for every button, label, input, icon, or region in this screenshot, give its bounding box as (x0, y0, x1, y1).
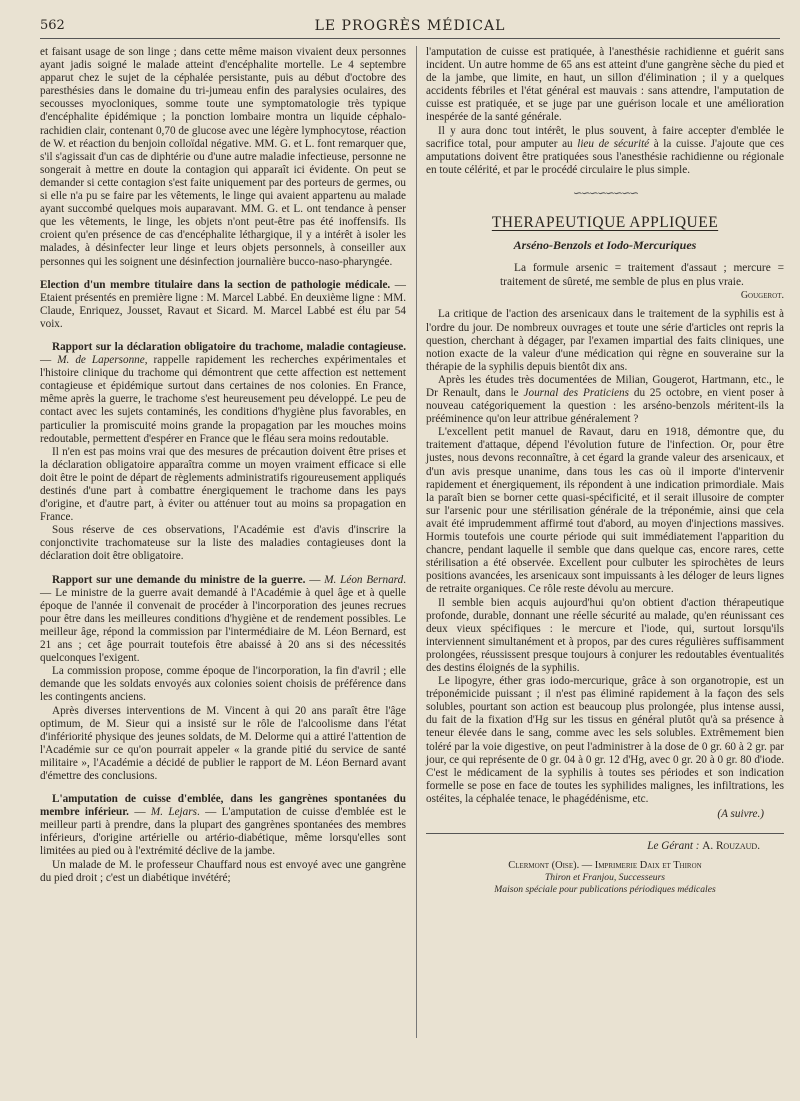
author-name: M. Léon Bernard (324, 573, 404, 586)
left-column (40, 46, 406, 885)
paragraph: Un malade de M. le professeur Chauffard nous est envoyé avec une gangrène du pied droit ; c'est un diabétique invétéré; (40, 858, 406, 884)
paragraph: Il n'en est pas moins vrai que des mesures de précaution doivent être prises et la déclaration obligatoire apparaîtra comme un moyen vraiment efficace si elle doit être le point de départ de règlements administratifs rigoureusement appliqués destinés d'une part à combattre énergiquement le trachome dans les pays d'origine, et d'autre part, à éviter ou atténuer tout au moins sa propagation en France. (40, 445, 406, 524)
paragraph: Sous réserve de ces observations, l'Académie est d'avis d'inscrire la conjonctivite trachomateuse sur la liste des maladies contagieuses dont la déclaration doit être obligatoire. (40, 524, 406, 563)
right-column (426, 46, 784, 896)
journal-title: LE PROGRÈS MÉDICAL (314, 18, 506, 34)
section-election (40, 279, 406, 331)
emphasis: lieu de sécurité (577, 137, 650, 150)
paragraph: et faisant usage de son linge ; dans cette même maison vivaient deux personnes ayant jadis soigné le malade atteint d'encéphalite mortelle. Le 4 septembre apparut chez le sujet de la céphalée persistante, puis au début d'octobre des paresthésies dans le domaine du tri-jumeau enfin des paralysies oculaires, des secousses myocloniques, somme toute une symptomatologie très typique d'encéphalite épidémique ; la ponction lombaire montra un liquide céphalo-rachidien clair, contenant 0,70 de glucose avec une légère lymphocytose, réaction de W. et réaction du benjoin colloïdal négative. MM. G. et L. font remarquer que, s'il s'agissait d'un cas de diphtérie ou d'une autre maladie infectieuse, personne ne songerait à mettre en doute la contagion qui apparaît ici évidente. On peut se demander si cette contagion s'est faite uniquement par des porteurs de germes, ou si elle n'a pu se faire par les vêtements, le linge qui avaient appartenu au malade ayant succombé quelques mois auparavant. MM. G. et L. ont tendance à penser que les vêtements, le linge, les objets n'ont peut-être pas été inoffensifs. Ils croient qu'en présence de cas d'encéphalite léthargique, il y a intérêt à isoler les malades, à désinfecter leur linge et leurs objets personnels, à conseiller aux personnes qui les soignent une désinfection journalière bucco-naso-pharyngée. (40, 46, 406, 268)
author-name: M. Lejars (150, 806, 197, 819)
emphasis: Journal des Praticiens (523, 387, 629, 399)
section-heading: Rapport sur la déclaration obligatoire du trachome, maladie contagieuse. (52, 340, 406, 353)
epigraph (500, 262, 784, 302)
epigraph-text: La formule arsenic = traitement d'assaut ; mercure = traitement de sûreté, me semble de plus en plus vraie. (500, 262, 784, 288)
paragraph: l'amputation de cuisse est pratiquée, à l'anesthésie rachidienne et guérit sans incident. Un autre homme de 65 ans est atteint d'une gangrène sèche du pied et de la jambe, que limite, en haut, un sillon d'élimination ; il y a quelques accidents fébriles et l'état général est mauvais : sans attendre, l'amputation de cuisse est pratiquée, et se juge par une guérison locale et une amélioration inespérée de la santé générale. (426, 46, 784, 124)
section-body: , rappelle rapidement les recherches expérimentales et l'histoire clinique du trachome qui démontrent que cette affection est nettement contagieuse et épidémique surtout dans certaines de nos colonies. En France, même après la guerre, le trachome s'est heureusement peu développé. Le peu de contact avec les sujets contaminés, les conditions d'hygiène plus favorables, en particulier la promiscuité moins grande la propagation par les mouches moins redoutable, permettent d'espérer en France que le fléau sera moins redoutable. (40, 354, 406, 445)
author-name: M. de Lapersonne (57, 354, 145, 367)
to-be-continued: (A suivre.) (717, 808, 764, 820)
wavy-divider: ∽∽∽∽∽∽∽∽ (572, 185, 638, 200)
paragraph: Il semble bien acquis aujourd'hui qu'on obtient d'action thérapeutique profonde, durable, donnant une réelle sécurité au malade, qu'en réunissant ces deux vieux spécifiques : le mercure et l'iode, qui, surtout lorsqu'ils interviennent simultanément et à propos, par des cures régulières suffisamment prolongées, réussissent presque toujours à conjurer les redoutables éventualités des destins éloignés de la syphilis. (426, 596, 784, 674)
gerant-label: Le Gérant : (647, 840, 703, 853)
paragraph: Après diverses interventions de M. Vincent à qui 20 ans paraît être l'âge optimum, de M. Sieur qui a insisté sur le rôle de l'alcoolisme dans l'état d'infériorité physique des jeunes soldats, de M. Delorme qui a attiré l'attention de l'Académie sur ce qu'on pourrait appeler « la grande pitié du service de santé militaire », l'Académie a décidé de publier le rapport de M. Léon Bernard avant d'émettre des conclusions. (40, 704, 406, 782)
section-title: THERAPEUTIQUE APPLIQUEE (491, 214, 719, 232)
section-heading: Election d'un membre titulaire dans la section de pathologie médicale. (40, 278, 391, 291)
footer-rule (426, 833, 784, 834)
printer-line: Clermont (Oise). — Imprimerie Daix et Thiron (508, 860, 702, 872)
section-heading: Rapport sur une demande du ministre de la guerre. (52, 573, 306, 586)
text-run: Après les études très documentées de Milian, Gougerot, Hartmann, etc., le Dr Renault, dans le (426, 373, 784, 399)
section-heading: L'amputation de cuisse d'emblée, dans les gangrènes spontanées du membre inférieur. (40, 793, 406, 819)
page-number: 562 (40, 18, 65, 33)
column-divider (416, 46, 417, 1038)
paragraph (426, 374, 784, 426)
epigraph-attribution: Gougerot. (740, 290, 784, 302)
section-body: — Etaient présentés en première ligne : M. Marcel Labbé. En deuxième ligne : MM. Claude, Enriquez, Jousset, Ravaut et Sicard. M. Marcel Labbé est élu par 54 voix. (40, 278, 406, 330)
text-run: à la cuisse. J'ajoute que ces amputations doivent être pratiquées sous l'anesthésie rachidienne ou régionale en toute célérité, et par le procédé circulaire le plus simple. (426, 137, 784, 176)
paragraph: L'excellent petit manuel de Ravaut, daru en 1918, démontre que, du traitement d'attaque, dépend l'évolution future de l'infection. Or, pour être justes, nous devons reconnaître, à cet égard la grande valeur des arsenicaux, et d'un avis presque unanime, dans tous les cas où il importe d'intervenir rapidement et énergiquement, ils répondent à une indication primordiale. Mais la paraît bien se borner cette quasi-spécificité, et il serait illusoire de compter sur l'arsenic pour une stérilisation générale de la tréponémie, ainsi que cela avait été imprudemment affirmé tout d'abord, au moyen d'injections massives. Hormis toutefois une courte période qui suit immédiatement l'apparition du chancre, pendant laquelle il semble que dans quelque cas, encore rares, cette stérilisation a été observée. Excellent pour culbuter les spirochètes de leurs positions avancées, les arsenicaux sont impuissants à les déloger de leurs lignes de retraite organiques. Ce rôle reste dévolu au mercure. (426, 426, 784, 596)
section-body: . — L'amputation de cuisse d'emblée est le meilleur parti à prendre, dans la plupart des gangrènes spontanées des membres inférieurs, d'origine artérielle ou artério-diabétique, même lorsqu'elles sont limitées au pied ou à l'extrémité déclive de la jambe. (40, 806, 407, 858)
gerant-name: A. Rouzaud. (702, 840, 760, 853)
paragraph: La critique de l'action des arsenicaux dans le traitement de la syphilis est à l'ordre du jour. De nombreux ouvrages et toute une série d'articles ont repris la question, cherchant à dégager, par l'examen impartial des faits cliniques, une notion exacte de la valeur d'une médication qui règne en souveraine sur la thérapie de la syphilis depuis bientôt dix ans. (426, 308, 784, 373)
printer-successors: Thiron et Franjou, Successeurs (544, 872, 666, 884)
printer-specialty: Maison spéciale pour publications périodiques médicales (494, 884, 716, 896)
gerant-line (426, 840, 784, 853)
article-title: Arséno-Benzols et Iodo-Mercuriques (513, 238, 697, 253)
paragraph (426, 125, 784, 177)
text-run: du 25 octobre, en vient poser à nouveau catégoriquement la question : les arséno-benzols méritent-ils la prééminence qu'on leur attribue généralement ? (426, 387, 784, 426)
section-trachome: Rapport sur la déclaration obligatoire du trachome, maladie contagieuse. — M. de Lapersonne, rappelle rapidement les recherches expérimentales et l'histoire clinique du trachome qui démontrent que cette affection est nettement contagieuse et épidémique surtout dans certaines de nos colonies. En France, même après la guerre, le trachome s'est heureusement peu développé. Le peu de contact avec les sujets contaminés, les conditions d'hygiène plus favorables, en particulier la promiscuité moins grande la propagation par les mouches moins redoutable, permettent d'espérer en France que le fléau sera moins redoutable. (40, 340, 406, 445)
paragraph: La commission propose, comme époque de l'incorporation, la fin d'avril ; elle demande que les soldats envoyés aux colonies soient choisis de préférence dans les contingents anciens. (40, 665, 406, 704)
section-body: . — Le ministre de la guerre avait demandé à l'Académie à quel âge et à quelle époque de l'année il convenait de procéder à l'incorporation des jeunes recrues pour être dans les meilleures conditions d'hygiène et de rendement possibles. Le meilleur âge, répond la commission par l'intermédiaire de M. Léon Bernard, est 21 ans ; cet âge pourrait toutefois être abaissé à 20 ans si des nécessités quelconques l'exigent. (40, 573, 406, 665)
text-run: Il y aura donc tout intérêt, le plus souvent, à faire accepter d'emblée le sacrifice total, pour amputer au (426, 124, 784, 150)
section-ministre-guerre: Rapport sur une demande du ministre de la guerre. — M. Léon Bernard. — Le ministre de la guerre avait demandé à l'Académie à quel âge et à quelle époque de l'année il convenait de procéder à l'incorporation des jeunes recrues pour être dans les meilleures conditions d'hygiène et de rendement possibles. Le meilleur âge, répond la commission par l'intermédiaire de M. Léon Bernard, est 21 ans ; cet âge pourrait toutefois être abaissé à 20 ans si des nécessités quelconques l'exigent. (40, 573, 406, 665)
running-header (40, 16, 780, 39)
paragraph: Le lipogyre, éther gras iodo-mercurique, grâce à son organotropie, est un tréponémicide puissant ; il n'est pas éliminé rapidement à la façon des sels solubles, pourtant son action est beaucoup plus prolongée, plus intense aussi, du fait de la fixation d'Hg sur les tissus en général plutôt qu'à sa présence à teneur élevée dans le sang, comme avec les sels solubles. Extrêmement bien toléré par la voie digestive, on peut l'administrer à la dose de 0 gr. 60 à 2 gr. par jour, ce qui représente de 0 gr. 04 à 0 gr. 12 d'Hg, avec 0 gr. 20 à 0 gr. 80 d'iode. C'est le médicament de la syphilis à toutes ses périodes et son indication formelle se pose en face de toutes les syphilides malignes, les infiltrations, les ostéites, la céphalée tenace, le phagédénisme, etc. (426, 675, 784, 805)
section-amputation: L'amputation de cuisse d'emblée, dans les gangrènes spontanées du membre inférieur. — M. Lejars. — L'amputation de cuisse d'emblée est le meilleur parti à prendre, dans la plupart des gangrènes spontanées des membres inférieurs, d'origine artérielle ou artério-diabétique, même lorsqu'elles sont limitées au pied ou à l'extrémité déclive de la jambe. (40, 793, 407, 858)
